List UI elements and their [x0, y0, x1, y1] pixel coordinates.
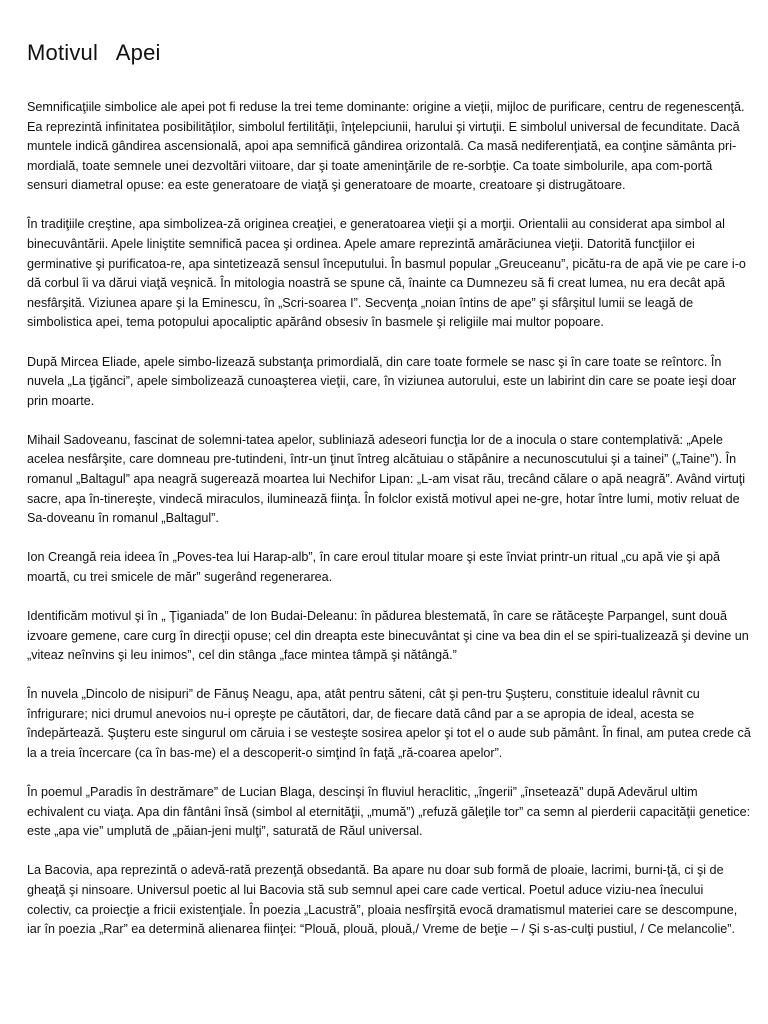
document-body	[27, 98, 751, 940]
paragraph: Ion Creangă reia ideea în „Poves-tea lui Harap-alb”, în care eroul titular moare şi este înviat printr-un ritual „cu apă vie şi apă moartă, cu trei smicele de măr” sugerând regenerarea.	[27, 550, 721, 584]
paragraph: Identificăm motivul şi în „ Ţiganiada” de Ion Budai-Deleanu: în pădurea blestemată, în care se rătăceşte Parpangel, sunt două izvoare gemene, care curg în direcţii opuse; cel din dreapta este binecuvântat şi cine va bea din el se spiri-tualizează şi devine un „viteaz neînvins şi leu inimos”, cel din stânga „face mintea tâmpă şi nătângă.”	[27, 608, 749, 663]
paragraph: Semnificaţiile simbolice ale apei pot fi reduse la trei teme dominante: origine a vieţii, mijloc de purificare, centru de regenescenţă. Ea reprezintă infinitatea posibilităţilor, simbolul fertilităţii, înţelepciunii, harului şi virtuţii. E simbolul universal de fecunditate. Dacă muntele indică gândirea ascensională, apoi apa semnifică gândirea orizontală. Ca masă nediferenţiată, ea conţine sământa pri-mordială, toate semnele unei dezvoltări viitoare, dar şi toate ameninţările de re-sorbţie. Ca toate simbolurile, apa com-portă sensuri diametral opuse: ea este generatoare de viaţă şi generatoare de moarte, creatoare şi distrugătoare.	[27, 100, 745, 193]
document-page	[27, 38, 751, 959]
document-title: Motivul Apei	[27, 40, 161, 65]
paragraph: În tradiţiile creştine, apa simbolizea-ză originea creaţiei, e generatoarea vieţii şi a morţii. Orientalii au considerat apa simbol al binecuvântării. Apele liniştite semnifică pacea şi ordinea. Apele amare reprezintă amărăciunea vieţii. Datorită funcţiilor ei germinative şi purificatoa-re, apa sintetizează sensul începutului. În basmul popular „Greuceanu”, picătu-ra de apă vie pe care i-o dă corbul îi va dărui viaţă veşnică. În mitologia noastră se spune că, înainte ca Dumnezeu să fi creat lumea, nu era decât apă nesfârşită. Viziunea apare şi la Eminescu, în „Scri-soarea I”. Secvenţa „noian întins de ape” şi sfârşitul lumii se leagă de simbolistica apei, tema potopului apocaliptic apărând obsesiv în basmele şi religiile mai multor popoare.	[27, 217, 746, 330]
paragraph: În nuvela „Dincolo de nisipuri” de Fănuş Neagu, apa, atât pentru săteni, cât şi pen-tru Şuşteru, constituie idealul râvnit cu înfrigurare; nici drumul anevoios nu-i opreşte pe căutători, dar, de fiecare dată când par a se apropia de ideal, acesta se îndepărtează. Şuşteru este singurul om căruia i se vesteşte sosirea apelor şi tot el o aude sub pământ. În final, am putea crede că la a treia încercare (ca în bas-me) el a descoperit-o simţind în faţă „ră-coarea apelor”.	[27, 687, 751, 761]
paragraph: După Mircea Eliade, apele simbo-lizează substanţa primordială, din care toate formele se nasc şi în care toate se reîntorc. În nuvela „La ţigănci”, apele simbolizează cunoaşterea vieţii, care, în viziunea autorului, este un labirint din care se poate ieşi doar prin moarte.	[27, 354, 737, 408]
paragraph: La Bacovia, apa reprezintă o adevă-rată prezenţă obsedantă. Ba apare nu doar sub formă de ploaie, lacrimi, burni-ţă, ci şi de gheaţă şi ninsoare. Universul poetic al lui Bacovia stă sub semnul apei care cade vertical. Poetul aduce viziu-nea înecului colectiv, ca proiecţie a fricii existenţiale. În poezia „Lacustră”, ploaia nesfîrşită evocă dramatismul materiei care se descompune, iar în poezia „Rar” ea determină alienarea fiinţei: “Plouă, plouă, plouă,/ Vreme de beţie – / Şi s-as-culţi pustiul, / Ce melancolie”.	[27, 863, 738, 937]
paragraph: În poemul „Paradis în destrămare” de Lucian Blaga, descinşi în fluviul heraclitic, „îngerii” „însetează” după Adevărul ultim echivalent cu viaţa. Apa din fântâni însă (simbol al eternităţii, „mumă”) „refuză găleţile tor” ca semn al pierderii capacităţii genetice: este „apa vie” umplută de „păian-jeni mulţi”, saturată de Răul universal.	[27, 785, 751, 839]
paragraph: Mihail Sadoveanu, fascinat de solemni-tatea apelor, subliniază adeseori funcţia lor de a inocula o stare contemplativă: „Apele acelea nesfârşite, care domneau pre-tutindeni, într-un ţinut întreg alcătuiau o stăpânire a necunoscutului şi a tainei” („Taine”). În romanul „Baltagul” apa neagră sugerează moartea lui Nechifor Lipan: „L-am visat rău, trecând călare o apă neagră”. Având virtuţi sacre, apa în-tinereşte, vindecă miraculos, iluminează fiinţa. În folclor există motivul apei ne-gre, hotar între lumi, motiv reluat de Sa-doveanu în romanul „Baltagul”.	[27, 432, 746, 526]
